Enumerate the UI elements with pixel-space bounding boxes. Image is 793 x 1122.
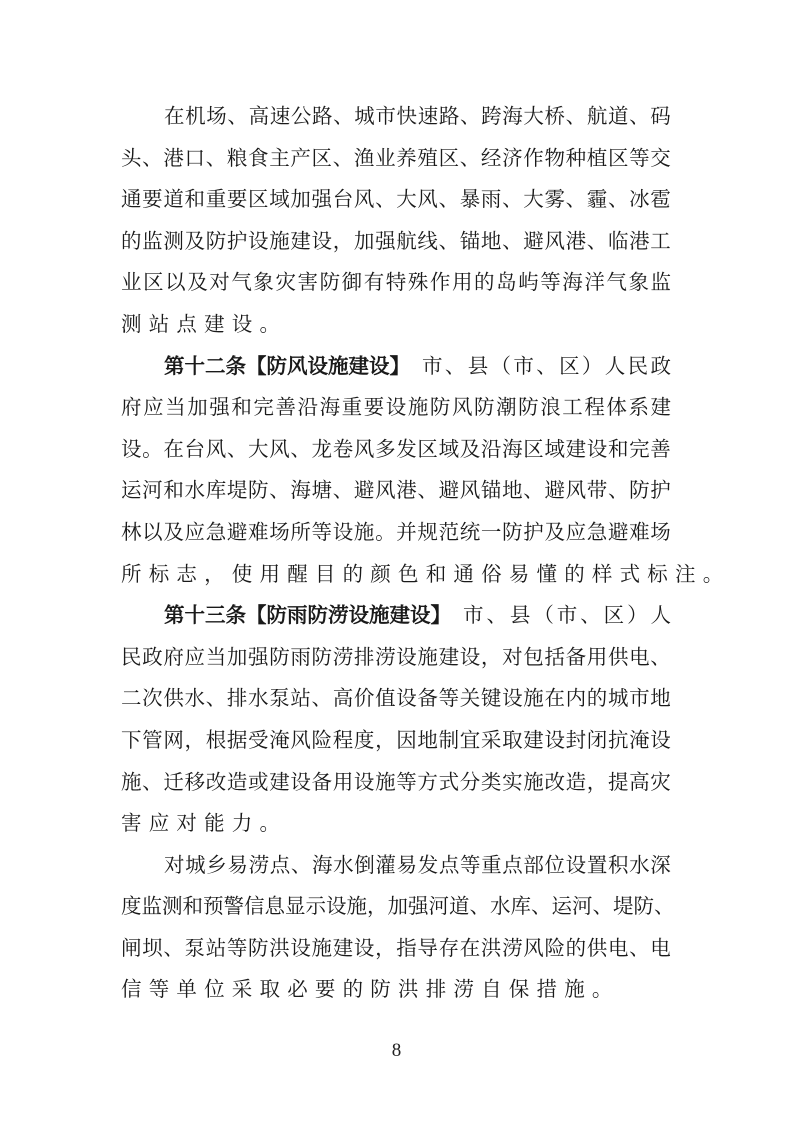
text-line: 设 。 在 台 风 、 大 风 、 龙 卷 风 多 发 区 域 及 沿 海 区 域 建 设 和 完 善: [121, 436, 671, 461]
article-heading: 第十二条【防风设施建设】: [164, 353, 410, 378]
text-line: [121, 595, 671, 637]
text-line: 通 要 道 和 重 要 区 域 加 强 台 风 、 大 风 、 暴 雨 、 大 雾 、 霾 、 冰 雹: [121, 187, 671, 212]
paragraph-p1: [121, 96, 671, 346]
text-line: 测站点建设。: [121, 311, 288, 336]
text-line: 头 、 港 口 、 粮 食 主 产 区 、 渔 业 养 殖 区 、 经 济 作 物 种 植 区 等 交: [121, 145, 671, 170]
text-line: 下 管 网 ， 根 据 受 淹 风 险 程 度 ， 因 地 制 宜 采 取 建 设 封 闭 抗 淹 设: [121, 727, 671, 752]
text-line: 对 城 乡 易 涝 点 、 海 水 倒 灌 易 发 点 等 重 点 部 位 设 置 积 水 深: [164, 852, 671, 877]
text-line: 林 以 及 应 急 避 难 场 所 等 设 施 。 并 规 范 统 一 防 护 及 应 急 避 难 场: [121, 519, 671, 544]
article-heading: 第十三条【防雨防涝设施建设】: [164, 603, 451, 628]
text-line: 运 河 和 水 库 堤 防 、 海 塘 、 避 风 港 、 避 风 锚 地 、 避 风 带 、 防 护: [121, 478, 671, 503]
article-text: 市 、 县 （ 市 、 区 ） 人: [463, 603, 671, 628]
text-line: 度 监 测 和 预 警 信 息 显 示 设 施 ， 加 强 河 道 、 水 库 、 运 河 、 堤 防 、: [121, 894, 675, 919]
text-line: 在 机 场 、 高 速 公 路 、 城 市 快 速 路 、 跨 海 大 桥 、 航 道 、 码: [164, 104, 671, 128]
text-line: 害应对能力。: [121, 811, 288, 836]
text-line: 二 次 供 水 、 排 水 泵 站 、 高 价 值 设 备 等 关 键 设 施 在 内 的 城 市 地: [121, 686, 671, 711]
text-line: 业 区 以 及 对 气 象 灾 害 防 御 有 特 殊 作 用 的 岛 屿 等 海 洋 气 象 监: [121, 270, 671, 295]
text-line: 所标志，使用醒目的颜色和通俗易懂的样式标注。: [121, 561, 731, 586]
text-line: 府 应 当 加 强 和 完 善 沿 海 重 要 设 施 防 风 防 潮 防 浪 工 程 体 系 建: [121, 395, 671, 420]
document-body: [121, 96, 731, 1011]
text-line: 信等单位采取必要的防洪排涝自保措施。: [121, 977, 620, 1002]
text-line: [121, 346, 671, 388]
text-line: 施 、 迁 移 改 造 或 建 设 备 用 设 施 等 方 式 分 类 实 施 改 造 ， 提 高 灾: [121, 769, 671, 794]
text-line: 民 政 府 应 当 加 强 防 雨 防 涝 排 涝 设 施 建 设 ， 对 包 括 备 用 供 电 、: [121, 644, 671, 669]
paragraph-p3: [121, 595, 671, 845]
article-text: 市 、 县 （ 市 、 区 ） 人 民 政: [422, 353, 671, 378]
text-line: 的 监 测 及 防 护 设 施 建 设 ， 加 强 航 线 、 锚 地 、 避 风 港 、 临 港 工: [121, 228, 671, 253]
paragraph-p4: [121, 845, 675, 1011]
paragraph-p2: [121, 346, 731, 596]
text-line: 闸 坝 、 泵 站 等 防 洪 设 施 建 设 ， 指 导 存 在 洪 涝 风 险 的 供 电 、 电: [121, 935, 671, 960]
page-number: 8: [391, 1040, 402, 1061]
